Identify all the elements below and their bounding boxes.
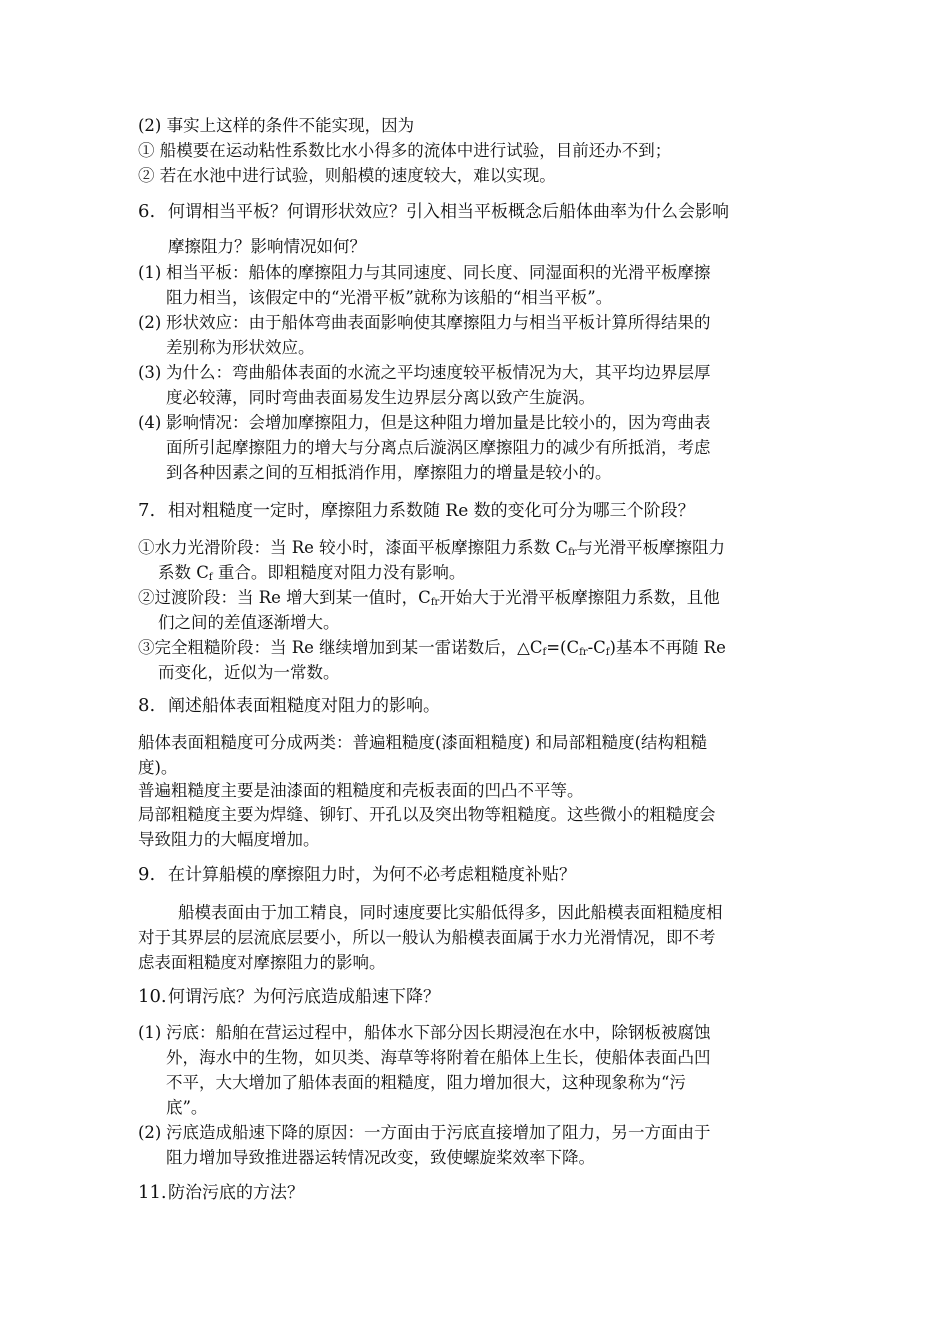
text-span: 影响情况：会增加摩擦阻力，但是这种阻力增加量是比较小的，因为弯曲表 [166,413,711,432]
question-number: 11. [138,1182,167,1203]
item-label: (4) [138,413,162,432]
text-span: 不平，大大增加了船体表面的粗糙度，阻力增加很大，这种现象称为“污 [166,1073,686,1092]
text-span: 度)。 [138,758,178,777]
text-span: 船模表面由于加工精良，同时速度要比实船低得多，因此船模表面粗糙度相 [178,903,723,922]
list-item [138,311,711,335]
question-number: 10. [138,986,167,1007]
text-line [166,1146,595,1170]
item-label: (2) [138,1123,162,1142]
question-text: 何谓污底？为何污底造成船速下降？ [168,987,440,1007]
text-span: )基本不再随 Re [609,638,726,657]
text-line [138,926,716,950]
text-span: ③完全粗糙阶段：当 Re 继续增加到某一雷诺数后，△C [138,638,543,657]
text-line [158,611,340,635]
text-span: ① 船模要在运动粘性系数比水小得多的流体中进行试验，目前还办不到； [138,141,672,160]
item-label: (3) [138,363,162,382]
text-span: 阻力增加导致推进器运转情况改变，致使螺旋桨效率下降。 [166,1148,595,1167]
text-span: 虑表面粗糙度对摩擦阻力的影响。 [138,953,386,972]
text-span: 船体表面粗糙度可分成两类：普遍粗糙度(漆面粗糙度) 和局部粗糙度(结构粗糙 [138,733,708,752]
text-line [166,386,595,410]
text-line [166,286,612,310]
subscript: f [542,647,547,658]
text-line [138,636,726,660]
subscript: f [605,647,610,658]
text-line [138,114,414,138]
text-line [138,951,386,975]
text-line [138,536,725,560]
text-span: 普遍粗糙度主要是油漆面的粗糙度和壳板表面的凹凸不平等。 [138,781,584,800]
text-line [138,803,716,827]
text-span: 外，海水中的生物，如贝类、海草等将附着在船体上生长，使船体表面凸凹 [166,1048,711,1067]
item-label: (1) [138,263,162,282]
text-span: 局部粗糙度主要为焊缝、铆钉、开孔以及突出物等粗糙度。这些微小的粗糙度会 [138,805,716,824]
question-text: 在计算船模的摩擦阻力时，为何不必考虑粗糙度补贴？ [168,865,576,885]
text-span: 形状效应：由于船体弯曲表面影响使其摩擦阻力与相当平板计算所得结果的 [166,313,711,332]
question-text: 防治污底的方法？ [168,1183,304,1203]
text-line [138,164,556,188]
question-number: 8. [138,695,156,716]
text-span: 重合。即粗糙度对阻力没有影响。 [212,563,466,582]
list-item [138,411,711,435]
text-span: 系数 C [158,563,209,582]
text-span: =(C [546,638,580,657]
question-number: 6. [138,201,156,222]
text-line [168,235,366,259]
text-span: ② 若在水池中进行试验，则船模的速度较大，难以实现。 [138,166,556,185]
question-9 [138,863,576,887]
text-span: 污底：船舶在营运过程中，船体水下部分因长期浸泡在水中，除钢板被腐蚀 [166,1023,711,1042]
text-line [166,436,711,460]
text-line [158,661,340,685]
question-11 [138,1181,304,1205]
text-span: 与光滑平板摩擦阻力 [576,538,726,557]
text-span: 而变化，近似为一常数。 [158,663,340,682]
text-span: 阻力相当，该假定中的“光滑平板”就称为该船的“相当平板”。 [166,288,613,307]
subscript: f [208,572,213,583]
list-item [138,1121,711,1145]
question-text: 阐述船体表面粗糙度对阻力的影响。 [168,696,440,716]
question-text: 相对粗糙度一定时，摩擦阻力系数随 Re 数的变化可分为哪三个阶段？ [168,501,695,521]
list-item [138,1021,711,1045]
text-line [166,1046,711,1070]
question-8 [138,694,440,718]
text-span: 底”。 [166,1098,208,1117]
text-span: 对于其界层的层流底层要小，所以一般认为船模表面属于水力光滑情况，即不考 [138,928,716,947]
text-span: 开始大于光滑平板摩擦阻力系数，且他 [439,588,720,607]
text-line [166,336,315,360]
text-span: 污底造成船速下降的原因：一方面由于污底直接增加了阻力，另一方面由于 [166,1123,711,1142]
text-span: 为什么：弯曲船体表面的水流之平均速度较平板情况为大，其平均边界层厚 [166,363,711,382]
text-span: 相当平板：船体的摩擦阻力与其同速度、同长度、同湿面积的光滑平板摩擦 [166,263,711,282]
question-6 [138,200,729,224]
text-line [166,1096,207,1120]
text-span: -C [587,638,606,657]
text-span: 度必较薄，同时弯曲表面易发生边界层分离以致产生旋涡。 [166,388,595,407]
item-label: (1) [138,1023,162,1042]
question-number: 7. [138,500,156,521]
text-line [138,731,707,755]
text-line [178,901,723,925]
text-line [166,1071,686,1095]
text-span: 到各种因素之间的互相抵消作用，摩擦阻力的增量是较小的。 [166,463,612,482]
question-number: 9. [138,864,156,885]
text-line [138,779,584,803]
text-span: 导致阻力的大幅度增加。 [138,830,320,849]
question-10 [138,985,440,1009]
list-item [138,261,711,285]
question-text: 何谓相当平板？何谓形状效应？引入相当平板概念后船体曲率为什么会影响 [168,202,729,222]
text-line [138,586,720,610]
text-span: 差别称为形状效应。 [166,338,315,357]
text-span: ①水力光滑阶段：当 Re 较小时，漆面平板摩擦阻力系数 C [138,538,569,557]
text-line [166,461,612,485]
question-7 [138,499,695,523]
text-line [138,756,177,780]
text-span: 们之间的差值逐渐增大。 [158,613,340,632]
text-line [158,561,465,585]
subscript: fr [430,597,440,608]
text-span: (2) 事实上这样的条件不能实现，因为 [138,116,415,135]
text-line [138,139,671,163]
text-span: 摩擦阻力？影响情况如何？ [168,237,366,256]
subscript: fr [579,647,588,658]
text-span: ②过渡阶段：当 Re 增大到某一值时，C [138,588,431,607]
subscript: fr [568,547,577,558]
text-line [138,828,320,852]
item-label: (2) [138,313,162,332]
list-item [138,361,711,385]
text-span: 面所引起摩擦阻力的增大与分离点后漩涡区摩擦阻力的减少有所抵消，考虑 [166,438,711,457]
